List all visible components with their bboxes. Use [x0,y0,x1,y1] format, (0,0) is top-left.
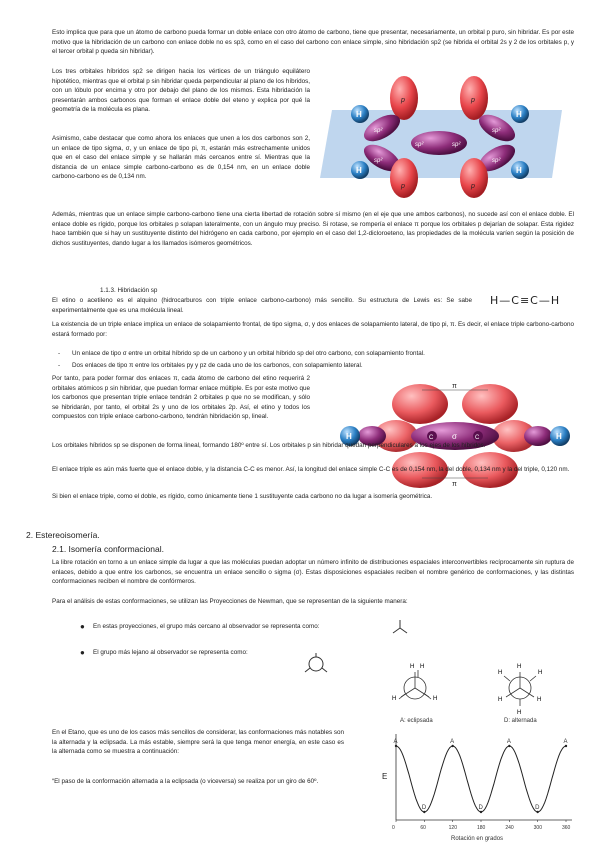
label-sp2: sp² [492,158,501,164]
label-p: p [401,97,405,104]
label-C: C [429,435,434,441]
subsection-heading-sp: 1.1.3. Hibridación sp [100,287,158,294]
paragraph-ethane-conformations: En el Etano, que es uno de los casos más sencillos de considerar, las conformaciones más notables son la alternada y la eclipsada. La más estable, siempre será la que tenga menor energía, en este caso es la alternada como se muestra a continuación: [52,729,344,756]
x-tick-label: 120 [448,825,458,831]
paragraph-sigma-pi-bonds: Asimismo, cabe destacar que como ahora los enlaces que unen a los dos carbonos son 2, un enlace de tipo sigma, σ, y un enlace de tipo pi, π, estarán más estrechamente unidos que en el caso del enlace simple y se hallarán más cercanos entre sí. Mientras que la distancia de un enlace simple carbono-carbono es de 0,154 nm, en un enlace doble carbono-carbono es de 0,134 nm. [52,135,310,181]
label-sigma: σ [452,432,457,441]
newman-back-carbon-symbol [303,652,329,674]
label-H: H [516,166,522,175]
label-pi: π [452,383,457,390]
label-H: H [538,670,543,676]
bullet-near-group: En estas proyecciones, el grupo más cercano al observador se representa como: [93,623,320,630]
y-axis-label: E [382,772,388,781]
point-label: D [535,805,540,811]
newman-staggered-label: D: alternada [504,718,537,724]
label-H: H [498,697,503,703]
data-point [480,811,482,813]
bullet-far-group: El grupo más lejano al observador se representa como: [93,649,248,656]
data-point [536,811,538,813]
data-point [508,745,510,747]
bullet-dot: ● [80,622,85,631]
data-point [565,745,567,747]
point-label: D [421,805,427,811]
energy-rotation-chart [360,728,582,846]
bullet-dash: - [58,362,61,369]
x-tick-label: 180 [477,825,486,831]
paragraph-sp2-geometry: Los tres orbitales híbridos sp2 se dirigen hacia los vértices de un triángulo equilátero hipotético, mientras que el orbital p sin hibridar queda perpendicular al plano de los híbridos, con un lóbulo por encima y otro por debajo del plano de los mismos. Esta hibridación la presentarán ambos carbonos que forman el enlace doble del eteno y explica por qué la geometría de la molécula es plana. [52,68,310,114]
label-H: H [420,664,425,670]
paragraph-double-bond-rigidity: Además, mientras que un enlace simple carbono-carbono tiene una cierta libertad de rotación sobre sí mismo (en el eje que une ambos carbonos), no sucede así con el enlace doble. El enlace doble es rígido, porque los orbitales p solapan lateralmente, con un ángulo muy preciso. Si rotase, se rompería el enlace π porque los orbitales p dejarían de solapar. Esta rigidez hace también que si hay un sustituyente distinto del hidrógeno en cada carbono, por ejemplo en el caso del 1,2-dicloroeteno, las propiedades de la molécula varíen según la posición de dichos sustituyentes, dando lugar a los llamados isómeros geométricos. [52,211,574,247]
point-label: A [450,739,455,745]
x-tick-label: 300 [533,825,543,831]
subsection-heading-conformational: 2.1. Isomería conformacional. [52,544,164,554]
newman-projections-ethane [380,658,580,726]
label-p: p [471,183,475,190]
paragraph-sp-hybridization: Por tanto, para poder formar dos enlaces π, cada átomo de carbono del etino requerirá 2 orbitales atómicos p sin hibridar, que puedan formar enlace múltiple. Es por este motivo que los carbonos que presentan triple enlace tendrán 2 orbitales p que no se modifican, y sólo se hibridarán, por tanto, el orbital 2s y uno de los orbitales 2p. Así, el etino y todos los compuestos con triple enlace carbono-carbono, tendrán hibridación sp, lineal. [52,375,310,421]
paragraph-no-geometric-isomerism: Si bien el enlace triple, como el doble, es rígido, como únicamente tiene 1 sustituyente cada carbono no da lugar a isomería geométrica. [52,493,433,500]
newman-staggered [498,664,542,724]
label-H: H [392,696,397,702]
paragraph-triple-bond-length: El enlace triple es aún más fuerte que el enlace doble, y la distancia C-C es menor. Así, la longitud del enlace simple C-C es de 0,154 nm, la del doble, 0,134 nm y la del triple, 0,120 nm. [52,466,570,473]
label-sp2: sp² [452,142,461,148]
newman-eclipsed [392,664,437,724]
label-H: H [516,110,522,119]
paragraph-hybridization-intro: Esto implica que para que un átomo de carbono pueda formar un doble enlace con otro átomo de carbono, tiene que presentar, necesariamente, un orbital p puro, sin hibridar. Es por este motivo que la hibridación de un carbono con enlace doble no es sp3, como en el caso del carbono con enlace simple, sino hibridación sp2 (se hibrida el orbital 2s y 2 de los orbitales p, y el tercer orbital p queda sin hibridar). [52,29,574,56]
label-pi: π [452,481,457,488]
data-point [395,745,397,747]
label-H: H [556,432,562,441]
point-label: D [478,805,483,811]
label-sp2: sp² [374,158,383,164]
data-point [451,745,453,747]
p-lobe-lower-right [460,158,488,198]
label-H: H [517,664,522,670]
ethene-orbital-figure [312,70,574,200]
label-H: H [356,110,362,119]
x-tick-label: 60 [420,825,426,831]
paragraph-rotation-60: “El paso de la conformación alternada a la eclipsada (o viceversa) se realiza por un giro de 60º. [52,778,319,785]
point-label: A [393,739,398,745]
label-p: p [471,97,475,104]
bullet-dash: - [58,350,61,357]
label-H: H [346,432,352,441]
x-tick-label: 0 [392,825,395,831]
label-H: H [498,670,503,676]
newman-front-carbon-symbol [390,618,410,638]
label-H: H [517,710,522,716]
paragraph-free-rotation: La libre rotación en torno a un enlace simple da lugar a que las moléculas puedan adoptar un número infinito de distribuciones espaciales interconvertibles recíprocamente sin ruptura de enlaces, debido a que entre los carbonos, se encuentra un enlace sencillo o sigma (σ). Estas disposiciones espaciales reciben el nombre genérico de conformaciones, y las distintas conformaciones reciben el nombre de confórmeros. [52,559,574,586]
label-H: H [433,696,438,702]
bullet-dot: ● [80,648,85,657]
point-label: A [506,739,511,745]
newman-eclipsed-label: A: eclipsada [400,718,433,724]
x-tick-label: 360 [562,825,571,831]
label-sp2: sp² [492,128,501,134]
energy-curve [396,746,566,812]
label-H: H [537,697,542,703]
point-label: A [563,739,568,745]
label-H: H [356,166,362,175]
label-sp2: sp² [374,128,383,134]
paragraph-sp-linear: Los orbitales híbridos sp se disponen de forma lineal, formando 180º entre sí. Los orbitales p sin hibridar quedan perpendiculares a los ejes de los híbridos. [52,442,486,449]
paragraph-ethyne-intro: El etino o acetileno es el alquino (hidrocarburos con triple enlace carbono-carbono) más sencillo. Su estructura de Lewis es: Se sabe experimentalmente que es una molécula lineal. [52,297,472,314]
label-C: C [475,435,480,441]
lewis-structure-ethyne: H—C≡C—H [490,294,561,307]
label-p: p [401,183,405,190]
x-axis-label: Rotación en grados [451,836,504,842]
p-lobe-lower-left [390,158,418,198]
paragraph-newman-intro: Para el análisis de estas conformaciones, se utilizan las Proyecciones de Newman, que se representan de la siguiente manera: [52,598,408,605]
label-H: H [410,664,415,670]
data-point [423,811,425,813]
list-item-pi: Dos enlaces de tipo π entre los orbitales py y pz de cada uno de los carbonos, con solapamiento lateral. [72,362,363,369]
list-item-sigma: Un enlace de tipo σ entre un orbital híbrido sp de un carbono y un orbital híbrido sp del otro carbono, con solapamiento frontal. [72,350,425,357]
x-tick-label: 240 [505,825,514,831]
section-heading-stereoisomerism: 2. Estereoisomería. [26,530,100,540]
label-sp2: sp² [415,142,424,148]
paragraph-triple-bond: La existencia de un triple enlace implica un enlace de solapamiento frontal, de tipo sigma, σ, y dos enlaces de solapamiento lateral, de tipo pi, π. Es decir, el enlace triple carbono-carbono estará formado por: [52,321,574,338]
